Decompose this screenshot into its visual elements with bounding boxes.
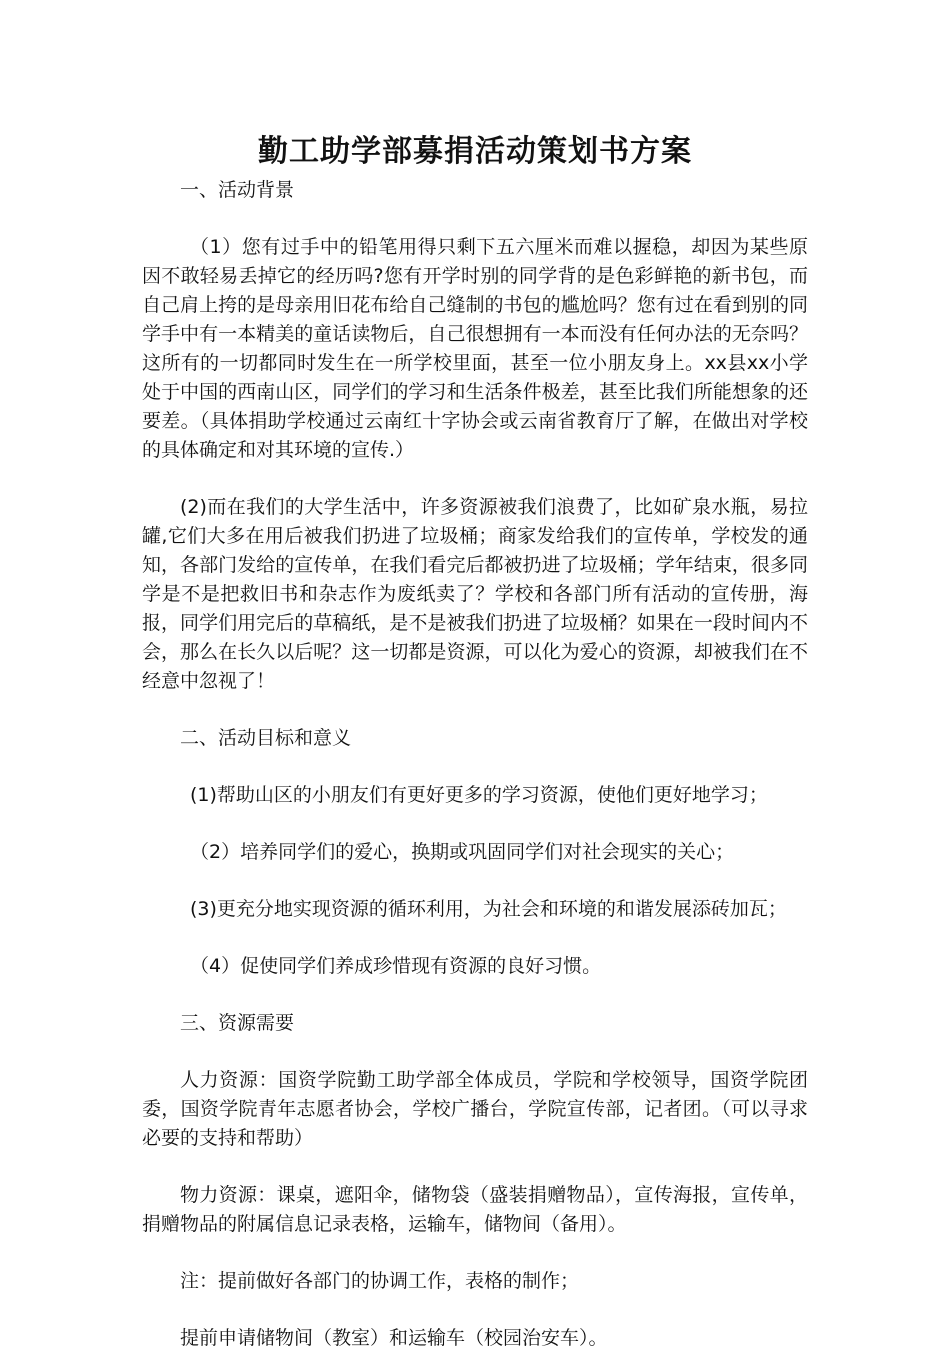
background-paragraph-1: （1）您有过手中的铅笔用得只剩下五六厘米而难以握稳，却因为某些原因不敢轻易丢掉它的经历吗?您有开学时别的同学背的是色彩鲜艳的新书包，而自己肩上挎的是母亲用旧花布给自己缝制的书包的尴尬吗？您有过在看到别的同学手中有一本精美的童话读物后，自己很想拥有一本而没有任何办法的无奈吗？这所有的一切都同时发生在一所学校里面，甚至一位小朋友身上。xx县xx小学处于中国的西南山区，同学们的学习和生活条件极差，甚至比我们所能想象的还要差。（具体捐助学校通过云南红十字协会或云南省教育厅了解，在做出对学校的具体确定和对其环境的宣传.） [142,236,808,461]
goal-item-2: （2）培养同学们的爱心，换期或巩固同学们对社会现实的关心； [190,841,735,863]
section-heading-background: 一、活动背景 [180,179,295,201]
goal-item-1: (1)帮助山区的小朋友们有更好更多的学习资源，使他们更好地学习； [190,784,768,806]
section-heading-goals: 二、活动目标和意义 [180,727,352,749]
goal-item-3: (3)更充分地实现资源的循环利用，为社会和环境的和谐发展添砖加瓦； [190,898,787,920]
section-heading-resources: 三、资源需要 [180,1012,295,1034]
note-paragraph: 注：提前做好各部门的协调工作，表格的制作； [180,1270,580,1292]
document-title: 勤工助学部募捐活动策划书方案 [258,134,692,169]
background-paragraph-2: (2)而在我们的大学生活中，许多资源被我们浪费了，比如矿泉水瓶，易拉罐,它们大多在用后被我们扔进了垃圾桶；商家发给我们的宣传单，学校发的通知，各部门发给的宣传单，在我们看完后都被扔进了垃圾桶；学年结束，很多同学是不是把救旧书和杂志作为废纸卖了？学校和各部门所有活动的宣传册，海报，同学们用完后的草稿纸，是不是被我们扔进了垃圾桶？如果在一段时间内不会，那么在长久以后呢？这一切都是资源，可以化为爱心的资源，却被我们在不经意中忽视了！ [142,496,808,692]
document-page [142,130,808,1353]
application-paragraph: 提前申请储物间（教室）和运输车（校园治安车）。 [180,1327,608,1349]
material-resources-paragraph: 物力资源：课桌，遮阳伞，储物袋（盛装捐赠物品），宣传海报，宣传单，捐赠物品的附属信息记录表格，运输车，储物间（备用）。 [142,1184,808,1235]
human-resources-paragraph: 人力资源：国资学院勤工助学部全体成员，学院和学校领导，国资学院团委，国资学院青年志愿者协会，学校广播台，学院宣传部，记者团。（可以寻求必要的支持和帮助） [142,1069,808,1149]
goal-item-4: （4）促使同学们养成珍惜现有资源的良好习惯。 [190,955,602,977]
